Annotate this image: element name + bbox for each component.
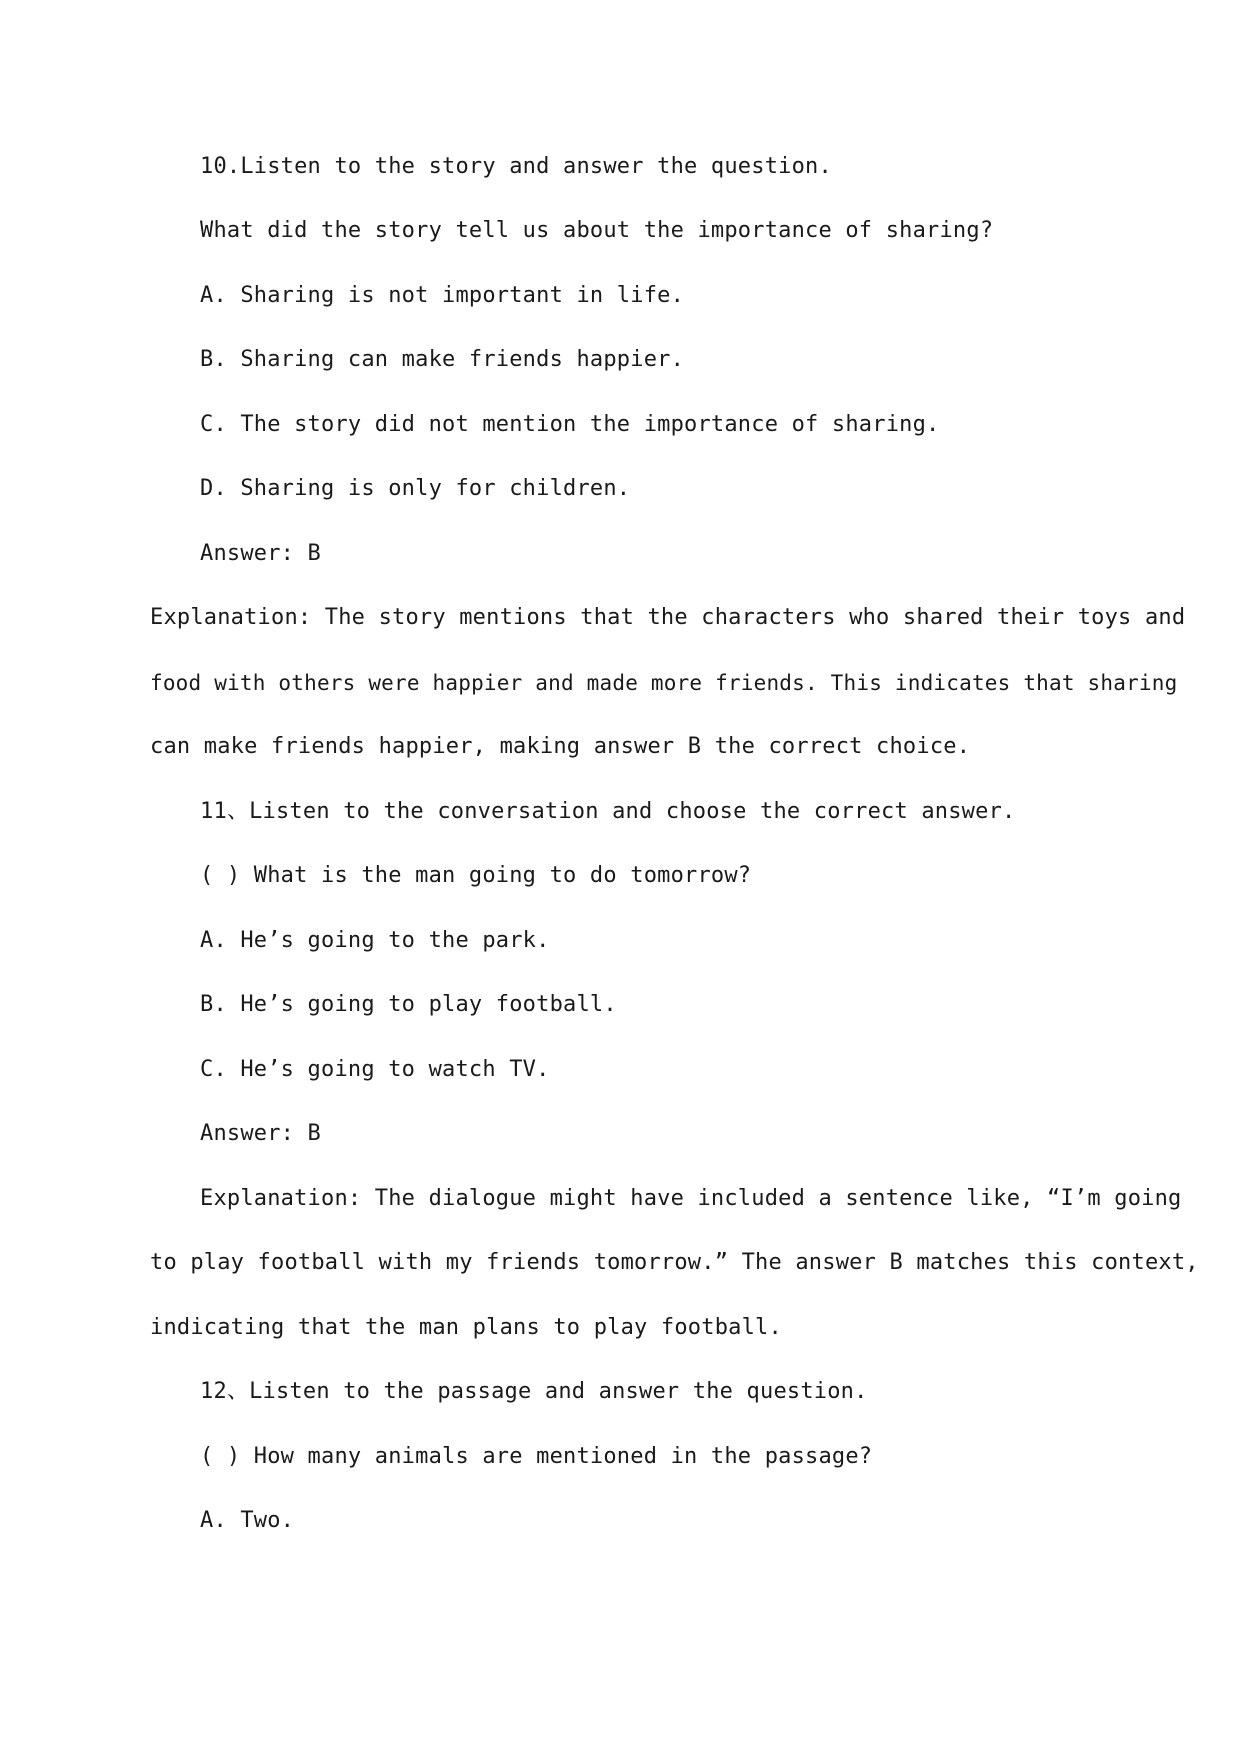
question-11-stem: 11、Listen to the conversation and choose the correct answer. <box>200 799 1016 824</box>
question-11-option-b: B. He’s going to play football. <box>200 992 617 1017</box>
question-11-prompt: ( ) What is the man going to do tomorrow? <box>200 863 752 888</box>
question-10-option-a: A. Sharing is not important in life. <box>200 283 685 308</box>
question-10-explanation-line-2: food with others were happier and made more friends. This indicates that sharing <box>150 671 1178 695</box>
question-10-option-b: B. Sharing can make friends happier. <box>200 347 685 372</box>
question-10-option-c: C. The story did not mention the importance of sharing. <box>200 412 940 437</box>
question-11-option-c: C. He’s going to watch TV. <box>200 1057 550 1082</box>
question-11-explanation-line-1: Explanation: The dialogue might have included a sentence like, “I’m going <box>200 1186 1182 1211</box>
question-12-prompt: ( ) How many animals are mentioned in the passage? <box>200 1444 873 1469</box>
question-12-option-a: A. Two. <box>200 1508 295 1533</box>
question-10-explanation-line-3: can make friends happier, making answer B the correct choice. <box>150 734 971 759</box>
question-10-prompt: What did the story tell us about the importance of sharing? <box>200 218 994 243</box>
question-10-stem: 10.Listen to the story and answer the question. <box>200 154 832 179</box>
question-11-explanation-line-3: indicating that the man plans to play football. <box>150 1315 782 1340</box>
question-11-option-a: A. He’s going to the park. <box>200 928 550 953</box>
question-11-answer: Answer: B <box>200 1121 322 1146</box>
question-11-explanation-line-2: to play football with my friends tomorrow.” The answer B matches this context, <box>150 1250 1199 1275</box>
question-10-option-d: D. Sharing is only for children. <box>200 476 631 501</box>
question-12-stem: 12、Listen to the passage and answer the question. <box>200 1379 868 1404</box>
question-10-explanation-line-1: Explanation: The story mentions that the characters who shared their toys and <box>150 605 1186 630</box>
question-10-answer: Answer: B <box>200 541 322 566</box>
